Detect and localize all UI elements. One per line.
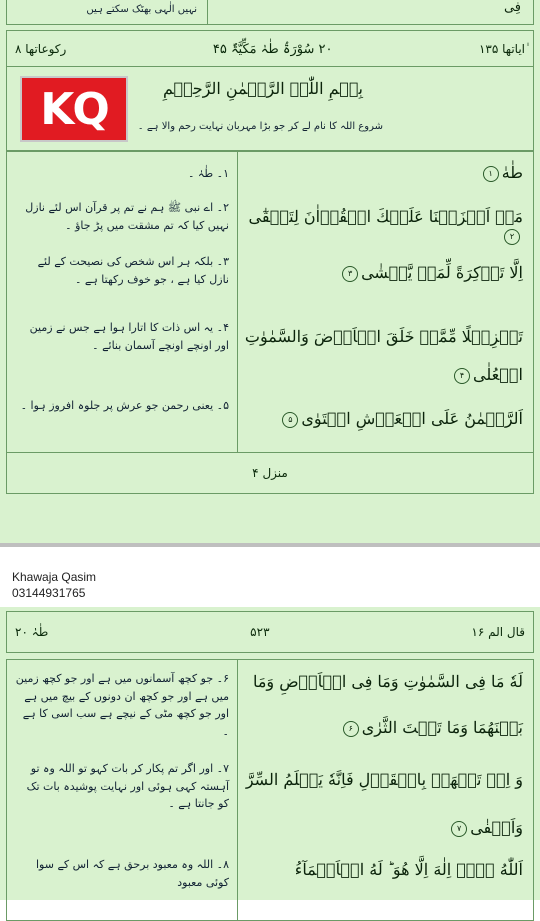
note-3: ۳۔ بلکہ ہر اس شخص کی نصیحت کے لئے نازل کیا ہے ، جو خوف رکھتا ہے ۔ [37,255,229,286]
surah-short-name: طٰہٰ ۲۰ [15,625,49,639]
page-header [6,611,534,653]
previous-page-frame [6,0,534,25]
credit-phone: 03144931765 [12,586,86,600]
page-number: ۵۲۳ [250,625,270,639]
ayah-number: ۲ [504,229,520,245]
previous-arabic-fragment: فِی [503,0,521,15]
note-5: ۵۔ یعنی رحمن جو عرش پر جلوہ افروز ہوا ۔ [20,399,229,412]
ayah-4a: تَنۡزِيۡلًا مِّمَّنۡ خَلَقَ الۡاَرۡضَ وَالسَّمٰوٰتِ [244,327,523,346]
translation-column [7,151,237,453]
ayah-2: مَاۤ اَنۡزَلۡنَا عَلَيۡكَ الۡقُرۡاٰنَ لِتَشۡقٰٓى۲ [238,207,523,245]
note-8: ۸۔ اللہ وہ معبود برحق ہے کہ اس کے سوا کوئی معبود [36,858,229,889]
ayah-3: اِلَّا تَذۡكِرَةً لِّمَنۡ يَّخۡشٰى۳ [339,263,523,282]
translation-column-2 [7,660,237,920]
ayah-number: ۵ [282,412,298,428]
previous-urdu-fragment: نہیں الٰہی بھٹک سکتے ہیں [86,4,197,15]
ruku-count: رکوعاتھا ۸ [15,42,67,56]
ayah-number: ۳ [342,266,358,282]
ayah-number: ۴ [454,368,470,384]
ayah-7a: وَ اِنۡ تَجۡهَرۡ بِالۡقَوۡلِ فَاِنَّهٗ يَعۡلَمُ السِّرَّ [245,770,523,789]
quran-page-2 [0,607,540,900]
note-7: ۷۔ اور اگر تم پکار کر بات کہو تو اللہ وہ تو آہستہ کہی ہوئی اور نہایت پوشیدہ بات تک کو جانتا ہے ۔ [26,762,229,811]
manzil-label: منزل ۴ [252,466,288,480]
ayah-1: طٰهٰ۱ [480,163,523,182]
ayah-7b: وَاَخۡفٰى۷ [448,818,523,837]
ayah-number: ۱ [483,166,499,182]
manzil-footer [6,452,534,494]
ayat-section [6,150,534,454]
ayah-6a: لَهٗ مَا فِى السَّمٰوٰتِ وَمَا فِى الۡاَرۡضِ وَمَا [252,672,523,691]
ayah-number: ۶ [343,721,359,737]
ayah-6b: بَيۡنَهُمَا وَمَا تَحۡتَ الثَّرٰى۶ [340,718,523,737]
ayah-number: ۷ [451,821,467,837]
note-2: ۲۔ اے نبی ﷺ ہم نے تم پر قرآن اس لئے نازل نہیں کیا کہ تم مشقت میں پڑ جاؤ ۔ [25,201,229,232]
previous-page-strip [0,0,540,26]
basmala-translation: شروع اللہ کا نام لے کر جو بڑا مہربان نہایت رحم والا ہے ۔ [137,121,383,132]
ayat-section-2 [6,659,534,921]
arabic-column-2 [238,660,533,920]
para-name: قال الم ۱۶ [471,625,525,639]
kq-logo: KQ [20,76,128,142]
ayah-count: ٰایاتھا ۱۳۵ [478,42,525,56]
credit-name: Khawaja Qasim [12,570,97,584]
surah-header [6,30,534,68]
note-4: ۴۔ یہ اس ذات کا اتارا ہوا ہے جس نے زمین اور اونچے اونچے آسمان بنائے ۔ [29,321,229,352]
basmala: بِسۡمِ اللّٰہِ الرَّحۡمٰنِ الرَّحِیۡمِ [162,79,363,98]
arabic-column [238,151,533,453]
ayah-8a: اَللّٰهُ لَاۤ اِلٰهَ اِلَّا هُوَ ؕ لَهُ الۡاَسۡمَآءُ [294,860,523,879]
ayah-4b: الۡعُلٰى۴ [451,365,523,384]
note-6: ۶۔ جو کچھ آسمانوں میں ہے اور جو کچھ زمین میں ہے اور جو کچھ ان دونوں کے بیچ میں ہے اور جو کچھ مٹی کے نیچے ہے سب اسی کا ہے ۔ [15,672,229,738]
surah-title: ۲۰ سُوْرَۃُ طٰہٰ مَکِّیَّۃٌ ۴۵ [212,41,333,57]
ayah-5: اَلرَّحۡمٰنُ عَلَى الۡعَرۡشِ اسۡتَوٰى۵ [279,409,523,428]
credit-area [0,547,540,607]
note-1: ۱۔ طٰہٰ ۔ [187,167,229,180]
